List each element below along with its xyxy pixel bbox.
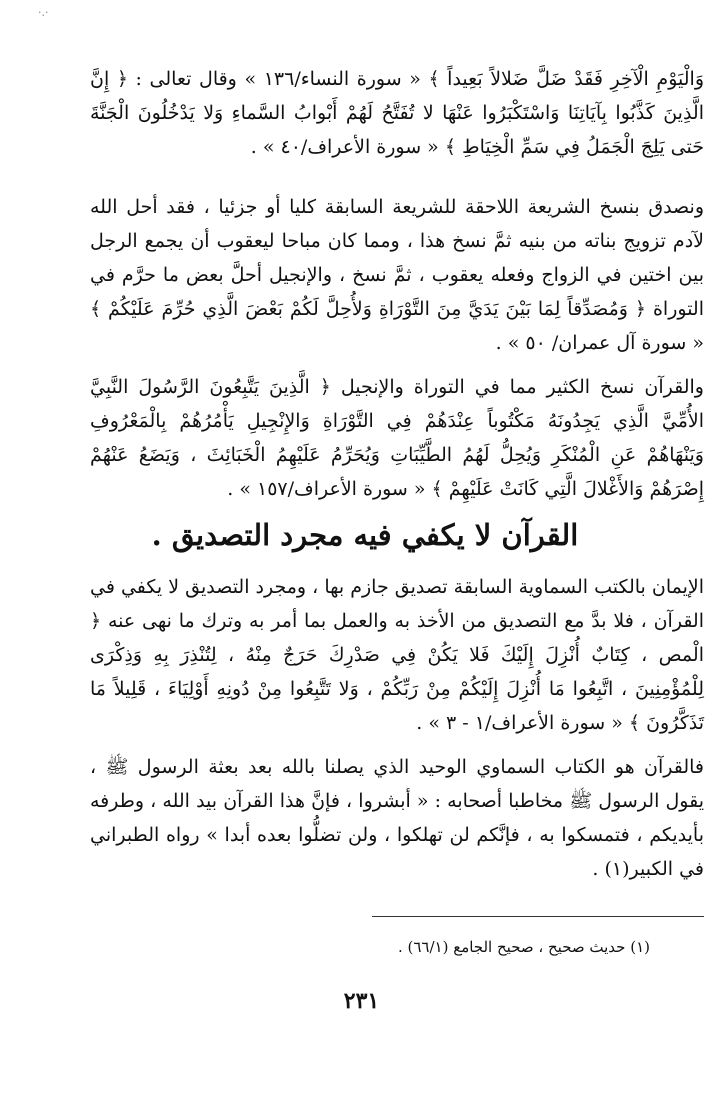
footnote-divider	[372, 916, 704, 917]
belief-paragraph: الإيمان بالكتب السماوية السابقة تصديق جازم بها ، ومجرد التصديق لا يكفي في القرآن ، فلا بدَّ مع التصديق من الأخذ به والعمل بما أمر به وترك ما نهى عنه ﴿ الْمص ، كِتَابٌ أُنْزِلَ إِلَيْكَ فَلا يَكُنْ فِي صَدْرِكَ حَرَجٌ مِنْهُ ، لِتُنْذِرَ بِهِ وَذِكْرَى لِلْمُؤْمِنِينَ ، اتَّبِعُوا مَا أُنْزِلَ إِلَيْكُمْ مِنْ رَبِّكُمْ ، وَلا تَتَّبِعُوا مِنْ دُونِهِ أَوْلِيَاءَ ، قَلِيلاً مَا تَذَكَّرُونَ ﴾ « سورة الأعراف/١ - ٣ » .	[90, 576, 704, 734]
section-heading: القرآن لا يكفي فيه مجرد التصديق .	[151, 518, 579, 552]
footnote: (١) حديث صحيح ، صحيح الجامع (٦٦/١) .	[397, 938, 650, 956]
quran-abrogates-paragraph: والقرآن نسخ الكثير مما في التوراة والإنجيل ﴿ الَّذِينَ يَتَّبِعُونَ الرَّسُولَ النَّبِيَّ الأُمِّيَّ الَّذِي يَجِدُونَهُ مَكْتُوباً عِنْدَهُمْ فِي التَّوْرَاةِ وَالإِنْجِيلِ يَأْمُرُهُمْ بِالْمَعْرُوفِ وَيَنْهَاهُمْ عَنِ الْمُنْكَرِ وَيُحِلُّ لَهُمُ الطَّيِّبَاتِ وَيُحَرِّمُ عَلَيْهِمُ الْخَبَائِثَ ، وَيَضَعُ عَنْهُمْ إِصْرَهُمْ وَالأَغْلالَ الَّتِي كَانَتْ عَلَيْهِمْ ﴾ « سورة الأعراف/١٥٧ » .	[90, 376, 704, 500]
abrogation-paragraph: ونصدق بنسخ الشريعة اللاحقة للشريعة السابقة كليا أو جزئيا ، فقد أحل الله لآدم تزويج بناته من بنيه ثمَّ نسخ هذا ، ومما كان مباحا ليعقوب أن يجمع الرجل بين اختين في الزواج وفعله يعقوب ، ثمَّ نسخ ، والإنجيل أحلَّ بعض ما حرَّم في التوراة ﴿ وَمُصَدِّقاً لِمَا بَيْنَ يَدَيَّ مِنَ التَّوْرَاةِ وَلأُحِلَّ لَكُمْ بَعْضَ الَّذِي حُرِّمَ عَلَيْكُمْ ﴾ « سورة آل عمران/ ٥٠ » .	[90, 196, 704, 354]
corner-mark: ·.·	[38, 6, 49, 19]
quran-citation-paragraph: وَالْيَوْمِ الْآخِرِ فَقَدْ ضَلَّ ضَلالاً بَعِيداً ﴾ « سورة النساء/١٣٦ » وقال تعالى : ﴿ إِنَّ الَّذِينَ كَذَّبُوا بِآيَاتِنَا وَاسْتَكْبَرُوا عَنْهَا لا تُفَتَّحُ لَهُمْ أَبْوابُ السَّماءِ وَلا يَدْخُلُونَ الْجَنَّةَ حَتى يَلِجَ الْجَمَلُ فِي سَمِّ الْخِيَاطِ ﴾ « سورة الأعراف/٤٠ » .	[90, 68, 704, 158]
hadith-paragraph: فالقرآن هو الكتاب السماوي الوحيد الذي يصلنا بالله بعد بعثة الرسول ﷺ ، يقول الرسول ﷺ مخاطبا أصحابه : « أبشروا ، فإنَّ هذا القرآن بيد الله ، وطرفه بأيديكم ، فتمسكوا به ، فإنَّكم لن تهلكوا ، ولن تضلُّوا بعده أبدا » رواه الطبراني في الكبير(١) .	[90, 756, 704, 880]
page-number: ٢٣١	[343, 988, 380, 1014]
